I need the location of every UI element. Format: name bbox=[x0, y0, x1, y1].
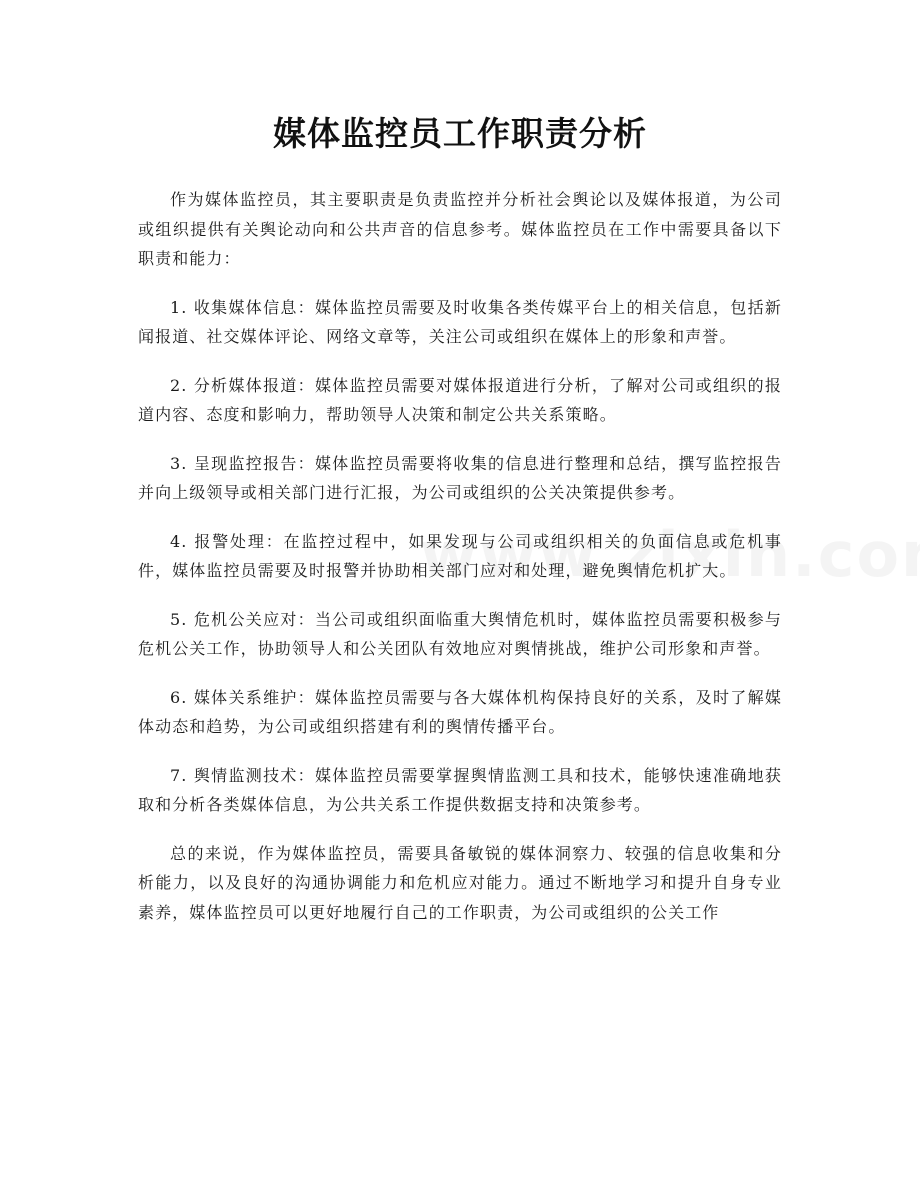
summary-paragraph: 总的来说，作为媒体监控员，需要具备敏锐的媒体洞察力、较强的信息收集和分析能力，以及良好的沟通协调能力和危机应对能力。通过不断地学习和提升自身专业素养，媒体监控员可以更好地履行自己的工作职责，为公司或组织的公关工作 bbox=[138, 843, 782, 922]
intro-paragraph: 作为媒体监控员，其主要职责是负责监控并分析社会舆论以及媒体报道，为公司或组织提供有关舆论动向和公共声音的信息参考。媒体监控员在工作中需要具备以下职责和能力： bbox=[138, 190, 782, 268]
duty-item-2: 2. 分析媒体报道：媒体监控员需要对媒体报道进行分析，了解对公司或组织的报道内容、态度和影响力，帮助领导人决策和制定公共关系策略。 bbox=[138, 375, 782, 424]
duty-item-4: 4. 报警处理：在监控过程中，如果发现与公司或组织相关的负面信息或危机事件，媒体监控员需要及时报警并协助相关部门应对和处理，避免舆情危机扩大。 bbox=[138, 531, 782, 580]
page-title: 媒体监控员工作职责分析 bbox=[273, 114, 647, 153]
duty-item-6: 6. 媒体关系维护：媒体监控员需要与各大媒体机构保持良好的关系，及时了解媒体动态和趋势，为公司或组织搭建有利的舆情传播平台。 bbox=[138, 687, 782, 736]
document-body bbox=[138, 185, 782, 946]
duty-item-3: 3. 呈现监控报告：媒体监控员需要将收集的信息进行整理和总结，撰写监控报告并向上级领导或相关部门进行汇报，为公司或组织的公关决策提供参考。 bbox=[138, 453, 782, 502]
duty-item-5: 5. 危机公关应对：当公司或组织面临重大舆情危机时，媒体监控员需要积极参与危机公关工作，协助领导人和公关团队有效地应对舆情挑战，维护公司形象和声誉。 bbox=[138, 609, 782, 658]
duty-item-7: 7. 舆情监测技术：媒体监控员需要掌握舆情监测工具和技术，能够快速准确地获取和分析各类媒体信息，为公共关系工作提供数据支持和决策参考。 bbox=[138, 765, 782, 814]
duty-item-1: 1. 收集媒体信息：媒体监控员需要及时收集各类传媒平台上的相关信息，包括新闻报道、社交媒体评论、网络文章等，关注公司或组织在媒体上的形象和声誉。 bbox=[138, 297, 782, 346]
